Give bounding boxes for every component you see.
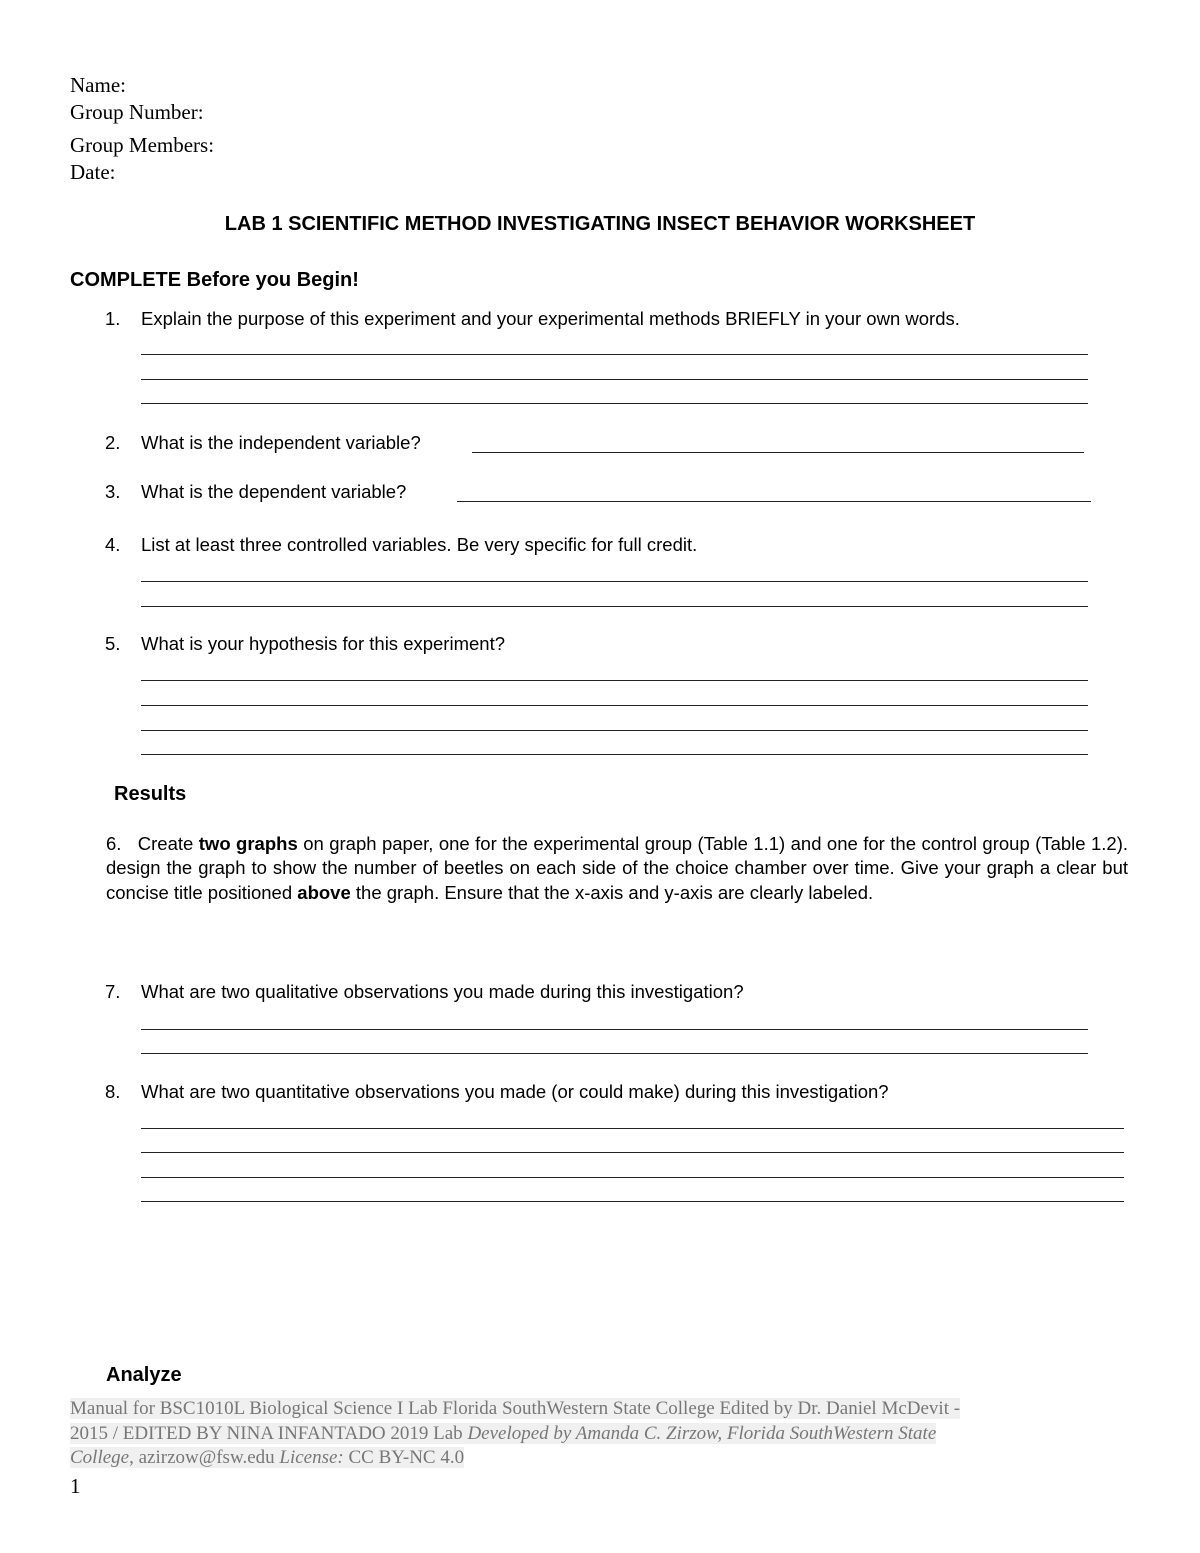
- answer-line[interactable]: [141, 730, 1088, 731]
- answer-line[interactable]: [457, 501, 1091, 502]
- q6-text-part1: Create: [137, 833, 199, 854]
- question-number: 6.: [106, 833, 122, 854]
- date-label: Date:: [70, 160, 116, 184]
- footer-line-1: Manual for BSC1010L Biological Science I Lab Florida SouthWestern State College Edited by Dr. Daniel McDevit -: [70, 1398, 961, 1419]
- page-number: 1: [70, 1474, 81, 1498]
- group-number-label: Group Number:: [70, 100, 204, 124]
- page-title: LAB 1 SCIENTIFIC METHOD INVESTIGATING INSECT BEHAVIOR WORKSHEET: [224, 213, 976, 235]
- question-7-text: What are two qualitative observations you made during this investigation?: [141, 981, 744, 1002]
- question-number: 2.: [105, 432, 121, 453]
- question-5-text: What is your hypothesis for this experiment?: [141, 633, 505, 654]
- footer-line-2b: Developed by Amanda C. Zirzow, Florida SouthWestern State: [467, 1422, 937, 1444]
- q6-bold-above: above: [297, 881, 351, 903]
- question-4-text: List at least three controlled variables. Be very specific for full credit.: [141, 534, 698, 555]
- answer-line[interactable]: [141, 606, 1088, 607]
- answer-line[interactable]: [141, 581, 1088, 582]
- question-8-text: What are two quantitative observations you made (or could make) during this investigation?: [141, 1081, 889, 1102]
- answer-line[interactable]: [141, 1128, 1124, 1129]
- answer-line[interactable]: [141, 1201, 1124, 1202]
- answer-line[interactable]: [472, 452, 1084, 453]
- answer-line[interactable]: [141, 379, 1088, 380]
- question-number: 7.: [105, 981, 121, 1002]
- section-heading-analyze: Analyze: [106, 1364, 182, 1386]
- footer-license-value: CC BY-NC 4.0: [343, 1447, 465, 1468]
- answer-line[interactable]: [141, 1053, 1088, 1054]
- footer-line-3a: College: [70, 1447, 130, 1468]
- question-number: 8.: [105, 1081, 121, 1102]
- answer-line[interactable]: [141, 1152, 1124, 1153]
- footer-license-label: License:: [279, 1447, 344, 1468]
- answer-line[interactable]: [141, 403, 1088, 404]
- question-1-text: Explain the purpose of this experiment and your experimental methods BRIEFLY in your own words.: [141, 308, 960, 329]
- question-6-paragraph: [106, 832, 1128, 905]
- answer-line[interactable]: [141, 1029, 1088, 1030]
- answer-line[interactable]: [141, 354, 1088, 355]
- question-number: 3.: [105, 481, 121, 502]
- answer-line[interactable]: [141, 680, 1088, 681]
- question-number: 5.: [105, 633, 121, 654]
- answer-line[interactable]: [141, 1177, 1124, 1178]
- answer-line[interactable]: [141, 705, 1088, 706]
- q6-text-part3: the graph. Ensure that the x-axis and y-axis are clearly labeled.: [350, 881, 874, 903]
- q6-text-part2: on graph paper, one for the experimental group (Table 1.1) and one for the control group (Table 1.2). design the graph to show the number of beetles on each side of the choice chamber over time. Give your graph a clear but concise title positioned: [106, 833, 1129, 903]
- question-number: 1.: [105, 308, 121, 329]
- question-2-text: What is the independent variable?: [141, 432, 421, 453]
- section-heading-results: Results: [114, 783, 187, 805]
- answer-line[interactable]: [141, 754, 1088, 755]
- question-number: 4.: [105, 534, 121, 555]
- group-members-label: Group Members:: [70, 133, 215, 157]
- q6-bold-two-graphs: two graphs: [198, 833, 298, 854]
- name-label: Name:: [70, 73, 126, 97]
- footer-line-2a: 2015 / EDITED BY NINA INFANTADO 2019 Lab: [70, 1422, 468, 1444]
- question-3-text: What is the dependent variable?: [141, 481, 407, 502]
- footer-email: , azirzow@fsw.edu: [129, 1447, 280, 1468]
- footer-credits: [70, 1397, 1090, 1471]
- section-heading-complete: COMPLETE Before you Begin!: [70, 269, 359, 291]
